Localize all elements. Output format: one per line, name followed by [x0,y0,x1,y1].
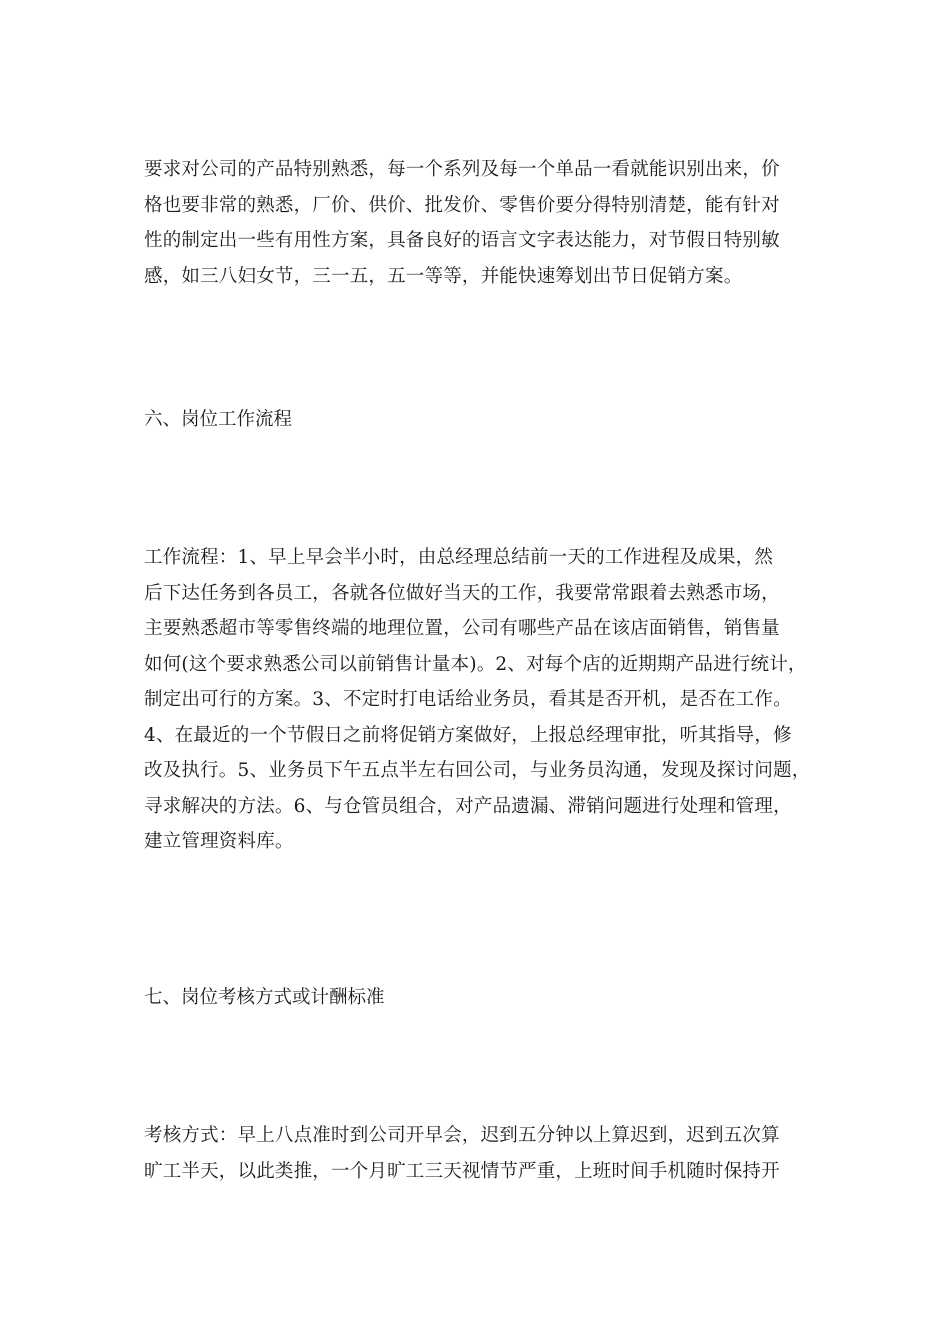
paragraph-line: 建立管理资料库。 [144,831,294,852]
paragraph-assessment [144,1118,834,1189]
paragraph-line: 改及执行。5、业务员下午五点半左右回公司，与业务员沟通，发现及探讨问题， [144,760,811,781]
paragraph-line: 4、在最近的一个节假日之前将促销方案做好，上报总经理审批，听其指导，修 [144,724,792,746]
paragraph-line: 性的制定出一些有用性方案，具备良好的语言文字表达能力，对节假日特别敏 [144,230,780,251]
paragraph-line: 制定出可行的方案。3、不定时打电话给业务员，看其是否开机，是否在工作。 [144,689,792,710]
paragraph-line: 主要熟悉超市等零售终端的地理位置，公司有哪些产品在该店面销售，销售量 [144,618,780,639]
paragraph-requirements [144,152,834,294]
paragraph-line: 后下达任务到各员工，各就各位做好当天的工作，我要常常跟着去熟悉市场， [144,582,780,604]
paragraph-line: 工作流程：1、早上早会半小时，由总经理总结前一天的工作进程及成果，然 [144,547,774,568]
paragraph-line: 要求对公司的产品特别熟悉，每一个系列及每一个单品一看就能识别出来，价 [144,159,780,180]
section-heading-assessment: 七、岗位考核方式或计酬标准 [144,987,385,1008]
section-heading-workflow: 六、岗位工作流程 [144,409,293,430]
paragraph-line: 格也要非常的熟悉，厂价、供价、批发价、零售价要分得特别清楚，能有针对 [144,194,780,216]
paragraph-workflow [144,540,834,860]
paragraph-line: 寻求解决的方法。6、与仓管员组合，对产品遗漏、滞销问题进行处理和管理， [144,795,792,817]
paragraph-line: 如何(这个要求熟悉公司以前销售计量本)。2、对每个店的近期期产品进行统计， [144,653,807,675]
paragraph-line: 考核方式：早上八点准时到公司开早会，迟到五分钟以上算迟到，迟到五次算 [144,1125,780,1146]
paragraph-line: 旷工半天，以此类推，一个月旷工三天视情节严重，上班时间手机随时保持开 [144,1160,780,1182]
paragraph-line: 感，如三八妇女节，三一五，五一等等，并能快速筹划出节日促销方案。 [144,265,743,287]
